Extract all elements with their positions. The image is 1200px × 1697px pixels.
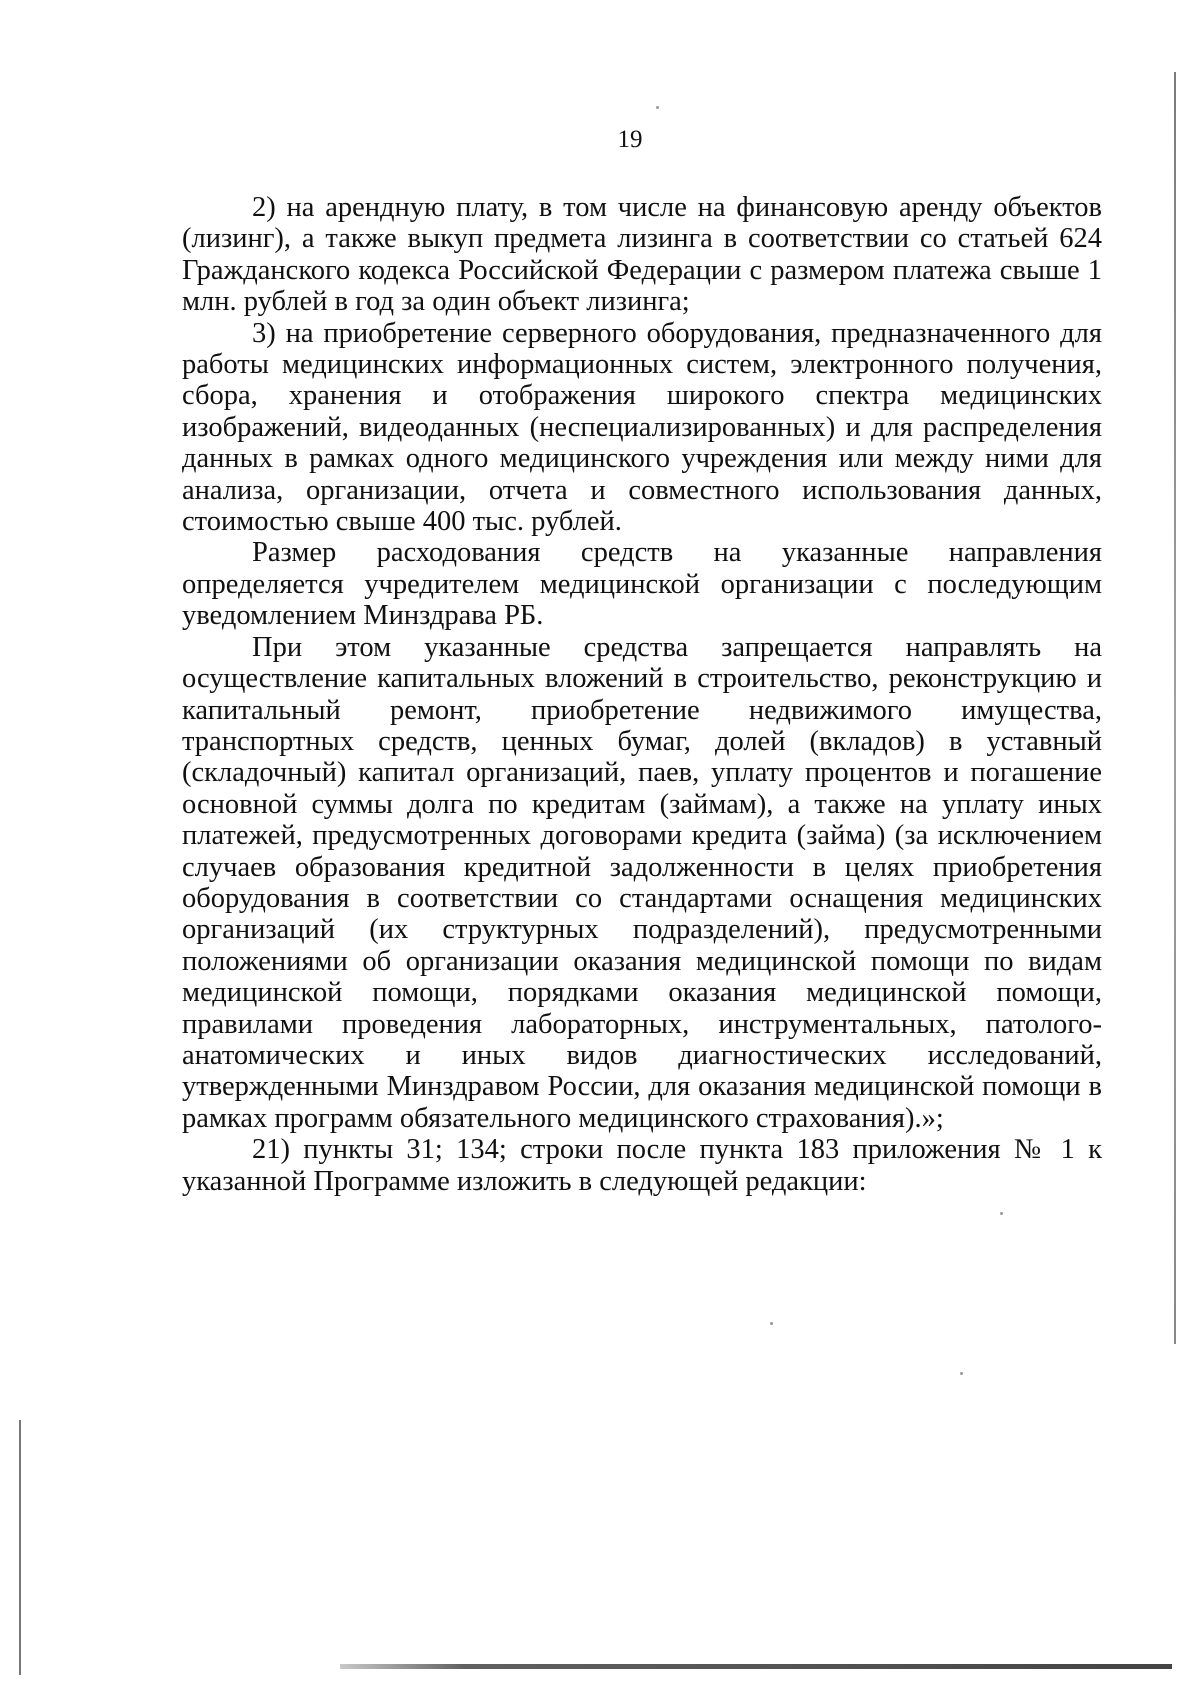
scan-speck (656, 106, 659, 109)
paragraph-item-21: 21) пункты 31; 134; строки после пункта 183 приложения № 1 к указанной Программе изложить в следующей редакции: (182, 1134, 1102, 1197)
document-body (182, 192, 1102, 1197)
paragraph-spending-amount: Размер расходования средств на указанные направления определяется учредителем медицинской организации с последующим уведомлением Минздрава РБ. (182, 537, 1102, 632)
page-number: 19 (617, 126, 643, 153)
scan-speck (770, 1322, 773, 1325)
paragraph-server-equipment: 3) на приобретение серверного оборудования, предназначенного для работы медицинских информационных систем, электронного получения, сбора, хранения и отображения широкого спектра медицинских изображений, видеоданных (неспециализированных) и для распределения данных в рамках одного медицинского учреждения или между ними для анализа, организации, отчета и совместного использования данных, стоимостью свыше 400 тыс. рублей. (182, 317, 1102, 538)
scan-edge-left (19, 1420, 21, 1675)
scan-speck (960, 1372, 963, 1375)
scan-edge-right (1174, 72, 1176, 1344)
paragraph-lease: 2) на арендную плату, в том числе на финансовую аренду объектов (лизинг), а также выкуп предмета лизинга в соответствии со статьей 624 Гражданского кодекса Российской Федерации с размером платежа свыше 1 млн. рублей в год за один объект лизинга; (182, 192, 1102, 318)
paragraph-restrictions: При этом указанные средства запрещается направлять на осуществление капитальных вложений в строительство, реконструкцию и капитальный ремонт, приобретение недвижимого имущества, транспортных средств, ценных бумаг, долей (вкладов) в уставный (складочный) капитал организаций, паев, уплату процентов и погашение основной суммы долга по кредитам (займам), а также на уплату иных платежей, предусмотренных договорами кредита (займа) (за исключением случаев образования кредитной задолженности в целях приобретения оборудования в соответствии со стандартами оснащения медицинских организаций (их структурных подразделений), предусмотренными положениями об организации оказания медицинской помощи по видам медицинской помощи, порядками оказания медицинской помощи, правилами проведения лабораторных, инструментальных, патолого-анатомических и иных видов диагностических исследований, утвержденными Минздравом России, для оказания медицинской помощи в рамках программ обязательного медицинского страхования).»; (182, 631, 1102, 1134)
scan-speck (1000, 1212, 1003, 1215)
scan-edge-bottom (340, 1664, 1172, 1669)
